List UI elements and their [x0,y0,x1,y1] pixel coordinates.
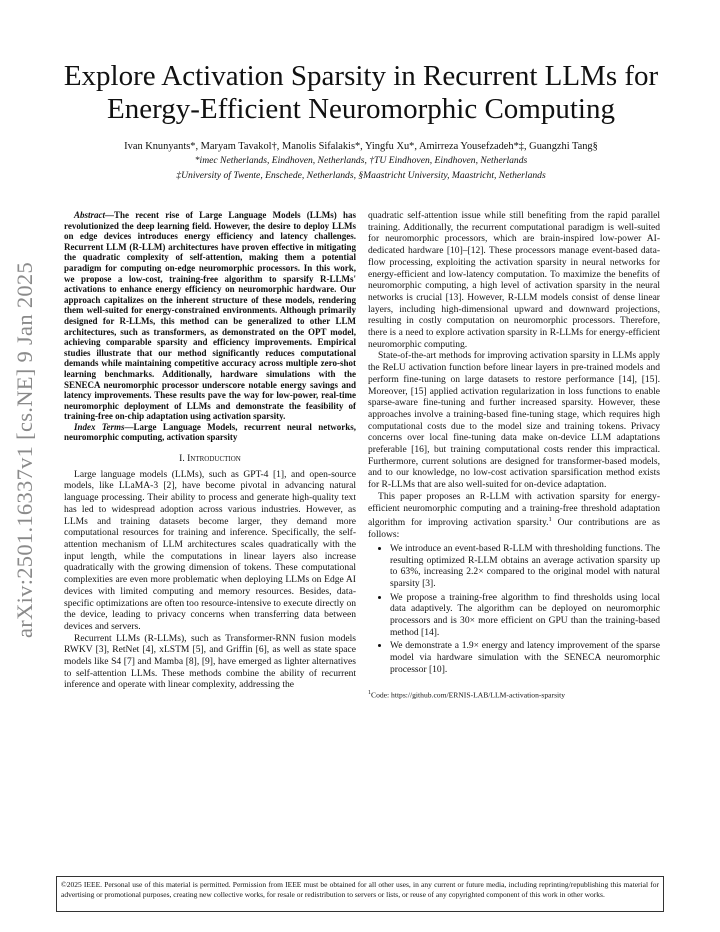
affiliation-line-1: *imec Netherlands, Eindhoven, Netherlands, †TU Eindhoven, Eindhoven, Netherlands [194,155,528,166]
footnote [368,688,660,701]
title-line-2: Energy-Efficient Neuromorphic Computing [107,93,615,125]
abstract-label: Abstract [74,210,106,220]
intro-paragraph-5-tail: Our contributions are as follows: [368,517,660,541]
intro-paragraph-2: Recurrent LLMs (R-LLMs), such as Transformer-RNN fusion models RWKV [3], RetNet [4], xLSTM [5], and Griffin [6], as well as state space models like S4 [7] and Mamba [8], [9], have emerged as lighter alternatives to self-attention LLMs. These methods combine the ability of recurrent inference and operate with linear complexity, addressing the [64,632,356,691]
arxiv-sidebar-stamp [2,245,48,655]
index-terms [64,422,356,443]
contributions-list [368,543,660,676]
footnote-text: Code: https://github.com/ERNIS-LAB/LLM-activation-sparsity [371,690,566,700]
footnote-marker: 1 [548,516,552,524]
abstract-text: —The recent rise of Large Language Models (LLMs) has revolutionized the deep learning field. However, the desire to deploy LLMs on edge devices introduces energy efficiency and latency challenges. Recurrent LLM (R-LLM) architectures have proven effective in mitigating the quadratic complexity of self-attention, making them a potential paradigm for computing on-edge neuromorphic processors. In this work, we propose a low-cost, training-free algorithm to sparsify R-LLMs' activations to enhance energy efficiency on neuromorphic hardware. Our approach capitalizes on the inherent structure of these models, rendering them well-suited for energy-constrained environments. Although primarily designed for R-LLMs, this method can be generalized to other LLM architectures, such as transformers, as demonstrated on the OPT model, achieving comparable sparsity and efficiency improvements. Empirical studies illustrate that our method significantly reduces computational demands while maintaining competitive accuracy across multiple zero-shot learning benchmarks. Additionally, hardware simulations with the SENECA neuromorphic processor underscore notable energy savings and latency improvements. These results pave the way for low-power, real-time neuromorphic deployment of LLMs and demonstrate the feasibility of training-free on-chip adaptation using activation sparsity. [64,210,356,422]
intro-paragraph-4: State-of-the-art methods for improving activation sparsity in LLMs apply the ReLU activation function before linear layers in pre-trained models and perform fine-tuning on large datasets to restore performance [14], [15]. Moreover, [15] applied activation regularization in loss functions to enable sparse-aware fine-tuning and further increased sparsity. However, these approaches involve a training-based fine-tuning stage, which requires high computational costs due to the model size and training tokens. Privacy concerns over local fine-tuning data make on-device LLM adaptations preferable [16], but training computational costs render this impractical. Furthermore, current solutions are designed for transformer-based models, and to our knowledge, no low-cost activation sparsification method exists for R-LLMs that are also well-suited for on-device adaptation. [368,350,660,491]
arxiv-id: arXiv:2501.16337v1 [cs.NE] 9 Jan 2025 [12,261,38,639]
abstract [64,210,356,422]
paper-title [50,60,672,126]
footnote-number: 1 [368,689,371,696]
copyright-notice: ©2025 IEEE. Personal use of this material is permitted. Permission from IEEE must be obtained for all other uses, in any current or future media, including reprinting/republishing this material for advertising or promotional purposes, creating new collective works, for resale or redistribution to servers or lists, or reuse of any copyrighted component of this work in other works. [56,876,664,912]
intro-paragraph-3: quadratic self-attention issue while still benefiting from the rapid parallel training. Additionally, the recurrent computational paradigm is well-suited for neuromorphic processors, which are brain-inspired low-power AI-dedicated hardware [10]–[12]. These processors manage event-based data-flow processing, exploiting the activation sparsity in neural networks for energy-efficient and low-latency computation. To maximize the benefits of neuromorphic computing, a high level of activation sparsity in the neural networks is crucial [13]. However, R-LLM models consist of dense linear layers, including high-dimensional upward and downward projections, resulting in costly computation on neuromorphic processors. Therefore, there is a need to explore activation sparsity in R-LLMs for energy-efficient neuromorphic computing. [368,210,660,350]
title-line-1: Explore Activation Sparsity in Recurrent LLMs for [63,60,659,92]
intro-paragraph-5 [368,491,660,541]
left-column [64,210,356,691]
right-column [368,210,660,700]
affiliation-line-2: ‡University of Twente, Enschede, Netherlands, §Maastricht University, Maastricht, Netherlands [176,170,546,181]
contribution-item: • We propose a training-free algorithm to find thresholds using local data adaptively. The algorithm can be deployed on neuromorphic processors and is 30× more efficient on GPU than the training-based method [14]. [390,592,660,639]
contribution-item: • We demonstrate a 1.9× energy and latency improvement of the sparse model via hardware simulation with the SENECA neuromorphic processor [10]. [390,640,660,675]
index-terms-label: Index Terms [74,421,125,432]
index-terms-text: —Large Language Models, recurrent neural networks, neuromorphic computing, activation sparsity [64,421,356,443]
section-heading-introduction: I. Introduction [179,453,241,465]
intro-paragraph-5-text: This paper proposes an R-LLM with activation sparsity for energy-efficient neuromorphic computing and a training-free threshold adaptation algorithm for improving activation sparsity. [368,490,660,529]
contribution-item: • We introduce an event-based R-LLM with thresholding functions. The resulting optimized R-LLM obtains an average activation sparsity up to 63%, increasing 2.2× compared to the original model with natural sparsity [3]. [390,543,660,590]
intro-paragraph-1: Large language models (LLMs), such as GPT-4 [1], and open-source models, like LLaMA-3 [2], have become pivotal in advancing natural language processing. Their ability to process and generate high-quality text has led to widespread adoption across various industries. However, as LLMs and training datasets become larger, they demand more computational resources for training and inference. Specifically, the self-attention mechanism of LLM architectures scales quadratically with the input length, while the computations in linear layers also increase quadratically with the growing dimension of tokens. These computational complexities are even more problematic when deploying LLMs on Edge AI devices with limited computing and memory resources. Besides, data-specific optimizations are often too resource-intensive to execute directly on the device, leading to privacy concerns when transferring data between devices and servers. [64,468,356,632]
author-list: Ivan Knunyants*, Maryam Tavakol†, Manolis Sifalakis*, Yingfu Xu*, Amirreza Yousefzadeh*‡, Guangzhi Tang§ [124,141,598,152]
